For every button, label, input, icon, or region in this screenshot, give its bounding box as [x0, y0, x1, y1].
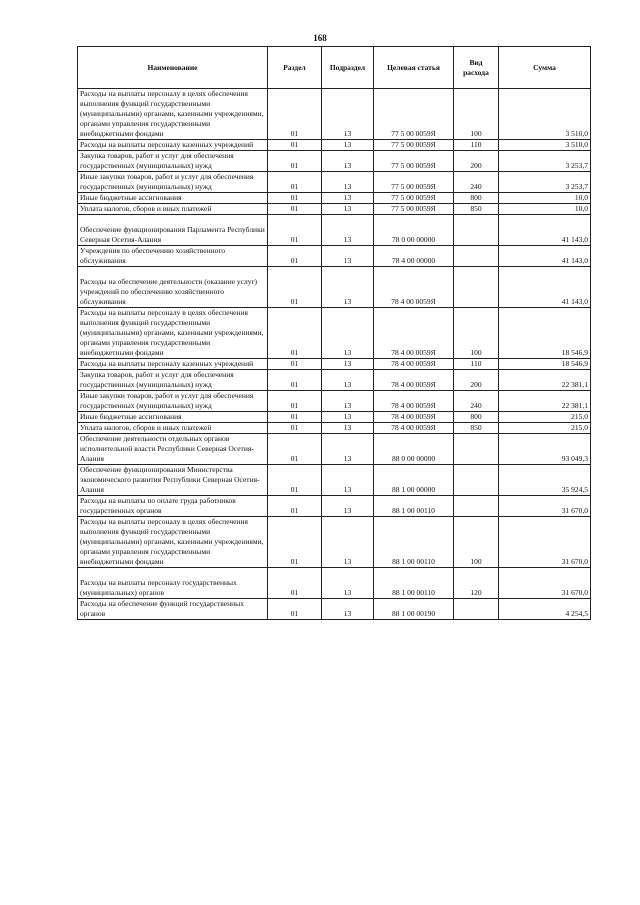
- row-razdel: 01: [268, 423, 322, 434]
- row-razdel: 01: [268, 517, 322, 568]
- row-podrazdel: 13: [322, 391, 374, 412]
- row-razdel: 01: [268, 193, 322, 204]
- row-statya: 88 1 00 00110: [374, 568, 454, 599]
- table-row: [78, 151, 591, 172]
- column-header-vid: Вид расхода: [454, 47, 499, 89]
- row-statya: 88 1 00 00110: [374, 517, 454, 568]
- row-vid: 100: [454, 89, 499, 140]
- column-header-podrazdel: Подраздел: [322, 47, 374, 89]
- row-summa: 31 670,0: [499, 496, 591, 517]
- table-row: [78, 496, 591, 517]
- row-podrazdel: 13: [322, 599, 374, 620]
- row-summa: 41 143,0: [499, 215, 591, 246]
- row-vid: 800: [454, 412, 499, 423]
- row-name: Расходы на выплаты персоналу государственных (муниципальных) органов: [78, 568, 268, 599]
- row-vid: 110: [454, 359, 499, 370]
- row-summa: 3 253,7: [499, 151, 591, 172]
- row-podrazdel: 13: [322, 308, 374, 359]
- row-summa: 41 143,0: [499, 246, 591, 267]
- table-row: [78, 568, 591, 599]
- table-row: [78, 193, 591, 204]
- table-row: [78, 89, 591, 140]
- row-podrazdel: 13: [322, 215, 374, 246]
- row-statya: 77 5 00 0059Я: [374, 193, 454, 204]
- row-razdel: 01: [268, 215, 322, 246]
- row-summa: 215,0: [499, 412, 591, 423]
- row-summa: 22 381,1: [499, 370, 591, 391]
- row-summa: 31 670,0: [499, 517, 591, 568]
- table-row: [78, 599, 591, 620]
- row-statya: 88 1 00 00000: [374, 465, 454, 496]
- row-razdel: 01: [268, 89, 322, 140]
- table-header-row: [78, 47, 591, 89]
- row-razdel: 01: [268, 568, 322, 599]
- row-podrazdel: 13: [322, 246, 374, 267]
- row-podrazdel: 13: [322, 172, 374, 193]
- row-name: Иные закупки товаров, работ и услуг для обеспечения государственных (муниципальных) нужд: [78, 391, 268, 412]
- row-name: Расходы на обеспечение деятельности (оказание услуг) учреждений по обеспечению хозяйственного обслуживания: [78, 267, 268, 308]
- row-name: Учреждения по обеспечению хозяйственного обслуживания: [78, 246, 268, 267]
- table-row: [78, 391, 591, 412]
- row-vid: [454, 246, 499, 267]
- row-razdel: 01: [268, 267, 322, 308]
- table-row: [78, 204, 591, 215]
- row-summa: 3 510,0: [499, 140, 591, 151]
- row-summa: 35 924,5: [499, 465, 591, 496]
- row-vid: 100: [454, 517, 499, 568]
- row-podrazdel: 13: [322, 193, 374, 204]
- table-row: [78, 465, 591, 496]
- row-statya: 88 1 00 00110: [374, 496, 454, 517]
- row-summa: 215,0: [499, 423, 591, 434]
- row-podrazdel: 13: [322, 412, 374, 423]
- row-razdel: 01: [268, 412, 322, 423]
- row-podrazdel: 13: [322, 204, 374, 215]
- row-razdel: 01: [268, 308, 322, 359]
- page-number: 168: [313, 33, 327, 43]
- row-summa: 10,0: [499, 193, 591, 204]
- row-razdel: 01: [268, 599, 322, 620]
- row-statya: 78 4 00 0059Я: [374, 359, 454, 370]
- row-razdel: 01: [268, 465, 322, 496]
- column-header-statya: Целевая статья: [374, 47, 454, 89]
- row-razdel: 01: [268, 151, 322, 172]
- row-podrazdel: 13: [322, 267, 374, 308]
- row-summa: 31 670,0: [499, 568, 591, 599]
- row-statya: 78 4 00 0059Я: [374, 391, 454, 412]
- row-vid: 200: [454, 151, 499, 172]
- row-vid: [454, 434, 499, 465]
- row-razdel: 01: [268, 246, 322, 267]
- row-summa: 4 254,5: [499, 599, 591, 620]
- table-row: [78, 370, 591, 391]
- table-row: [78, 308, 591, 359]
- row-vid: 120: [454, 568, 499, 599]
- row-name: Обеспечение функционирования Министерства экономического развития Республики Северная Осетия-Алания: [78, 465, 268, 496]
- row-name: Расходы на выплаты персоналу казенных учреждений: [78, 359, 268, 370]
- row-vid: 850: [454, 204, 499, 215]
- row-razdel: 01: [268, 434, 322, 465]
- row-podrazdel: 13: [322, 370, 374, 391]
- row-podrazdel: 13: [322, 359, 374, 370]
- row-podrazdel: 13: [322, 434, 374, 465]
- row-statya: 77 5 00 0059Я: [374, 89, 454, 140]
- row-summa: 3 510,0: [499, 89, 591, 140]
- row-statya: 78 4 00 0059Я: [374, 370, 454, 391]
- table-row: [78, 215, 591, 246]
- row-statya: 78 4 00 0059Я: [374, 267, 454, 308]
- row-podrazdel: 13: [322, 423, 374, 434]
- row-vid: 240: [454, 391, 499, 412]
- budget-table: [77, 46, 591, 620]
- table-row: [78, 267, 591, 308]
- row-podrazdel: 13: [322, 151, 374, 172]
- row-razdel: 01: [268, 359, 322, 370]
- row-podrazdel: 13: [322, 496, 374, 517]
- row-name: Уплата налогов, сборов и иных платежей: [78, 423, 268, 434]
- row-statya: 88 1 00 00190: [374, 599, 454, 620]
- row-vid: 850: [454, 423, 499, 434]
- row-statya: 78 4 00 0059Я: [374, 308, 454, 359]
- row-statya: 77 5 00 0059Я: [374, 151, 454, 172]
- row-summa: 41 143,0: [499, 267, 591, 308]
- row-podrazdel: 13: [322, 140, 374, 151]
- table-row: [78, 140, 591, 151]
- table-row: [78, 423, 591, 434]
- row-statya: 78 4 00 00000: [374, 246, 454, 267]
- row-summa: 3 253,7: [499, 172, 591, 193]
- row-summa: 18 546,9: [499, 359, 591, 370]
- row-razdel: 01: [268, 140, 322, 151]
- row-vid: 240: [454, 172, 499, 193]
- row-podrazdel: 13: [322, 89, 374, 140]
- row-vid: 110: [454, 140, 499, 151]
- column-header-summa: Сумма: [499, 47, 591, 89]
- row-summa: 93 049,3: [499, 434, 591, 465]
- table-row: [78, 434, 591, 465]
- row-vid: 100: [454, 308, 499, 359]
- row-vid: [454, 267, 499, 308]
- row-name: Расходы на выплаты персоналу в целях обеспечения выполнения функций государственными (муниципальными) органами, казенными учреждениями, органами управления государственными внебюджетными фондами: [78, 89, 268, 140]
- row-name: Закупка товаров, работ и услуг для обеспечения государственных (муниципальных) нужд: [78, 370, 268, 391]
- row-vid: [454, 599, 499, 620]
- table-row: [78, 359, 591, 370]
- row-name: Расходы на выплаты персоналу казенных учреждений: [78, 140, 268, 151]
- row-vid: 200: [454, 370, 499, 391]
- table-row: [78, 412, 591, 423]
- row-name: Иные бюджетные ассигнования: [78, 412, 268, 423]
- table-row: [78, 172, 591, 193]
- row-vid: [454, 496, 499, 517]
- row-statya: 77 5 00 0059Я: [374, 204, 454, 215]
- row-statya: 78 0 00 00000: [374, 215, 454, 246]
- row-razdel: 01: [268, 370, 322, 391]
- row-vid: [454, 215, 499, 246]
- row-name: Расходы на выплаты персоналу в целях обеспечения выполнения функций государственными (муниципальными) органами, казенными учреждениями, органами управления государственными внебюджетными фондами: [78, 308, 268, 359]
- row-podrazdel: 13: [322, 465, 374, 496]
- row-podrazdel: 13: [322, 517, 374, 568]
- row-statya: 78 4 00 0059Я: [374, 412, 454, 423]
- row-vid: [454, 465, 499, 496]
- row-statya: 77 5 00 0059Я: [374, 140, 454, 151]
- column-header-name: Наименование: [78, 47, 268, 89]
- row-name: Иные бюджетные ассигнования: [78, 193, 268, 204]
- row-statya: 78 4 00 0059Я: [374, 423, 454, 434]
- row-name: Уплата налогов, сборов и иных платежей: [78, 204, 268, 215]
- row-name: Иные закупки товаров, работ и услуг для обеспечения государственных (муниципальных) нужд: [78, 172, 268, 193]
- column-header-razdel: Раздел: [268, 47, 322, 89]
- row-name: Расходы на обеспечение функций государственных органов: [78, 599, 268, 620]
- row-vid: 800: [454, 193, 499, 204]
- row-razdel: 01: [268, 172, 322, 193]
- row-razdel: 01: [268, 496, 322, 517]
- row-name: Расходы на выплаты по оплате труда работников государственных органов: [78, 496, 268, 517]
- row-statya: 77 5 00 0059Я: [374, 172, 454, 193]
- row-summa: 18 546,9: [499, 308, 591, 359]
- row-razdel: 01: [268, 391, 322, 412]
- table-row: [78, 517, 591, 568]
- row-name: Расходы на выплаты персоналу в целях обеспечения выполнения функций государственными (муниципальными) органами, казенными учреждениями, органами управления государственными внебюджетными фондами: [78, 517, 268, 568]
- row-name: Обеспечение функционирования Парламента Республики Северная Осетия-Алания: [78, 215, 268, 246]
- row-razdel: 01: [268, 204, 322, 215]
- row-name: Закупка товаров, работ и услуг для обеспечения государственных (муниципальных) нужд: [78, 151, 268, 172]
- row-podrazdel: 13: [322, 568, 374, 599]
- row-summa: 22 381,1: [499, 391, 591, 412]
- row-summa: 10,0: [499, 204, 591, 215]
- row-statya: 88 0 00 00000: [374, 434, 454, 465]
- table-row: [78, 246, 591, 267]
- row-name: Обеспечение деятельности отдельных органов исполнительной власти Республики Северная Осетия-Алания: [78, 434, 268, 465]
